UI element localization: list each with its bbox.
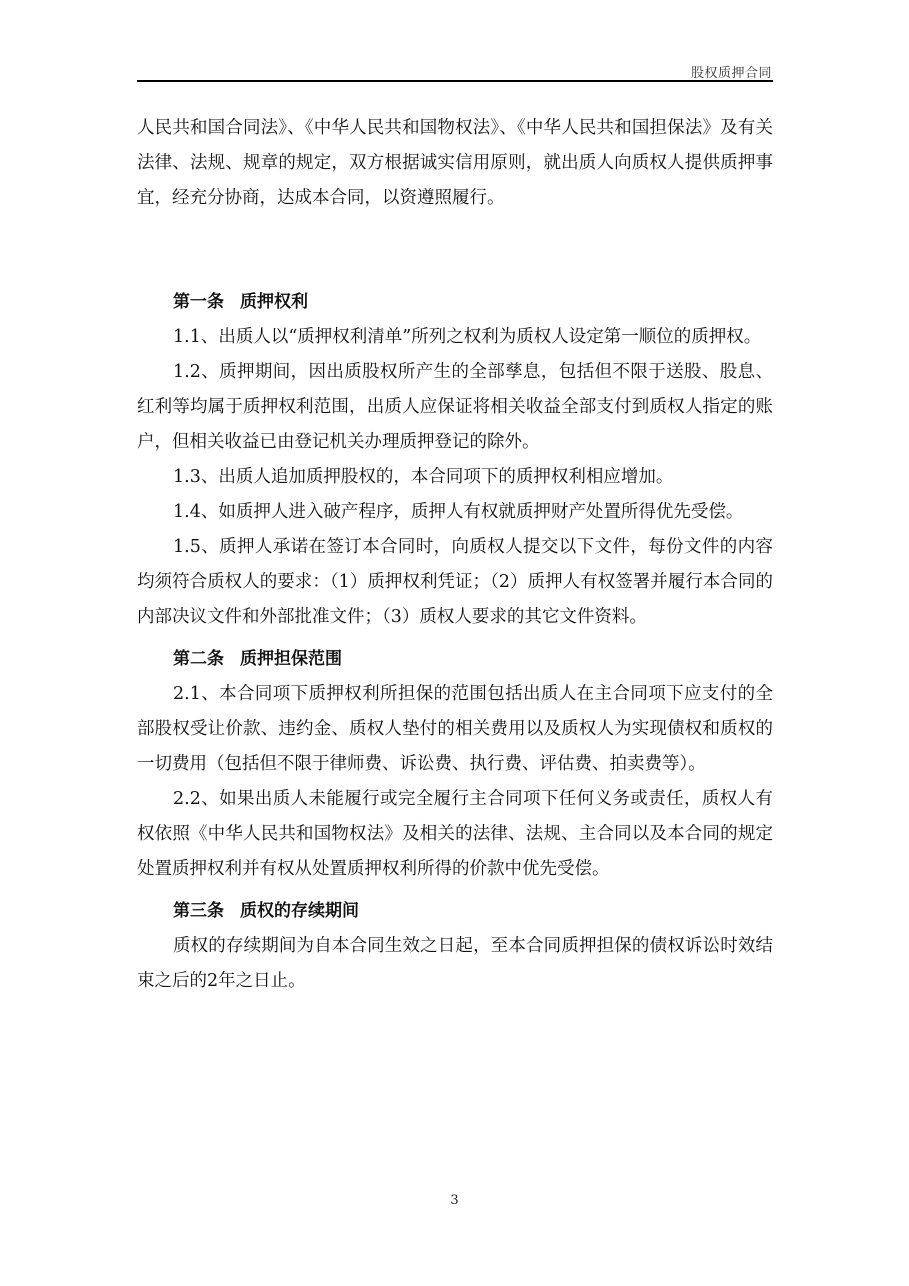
clause-1-1: 1.1、出质人以“质押权利清单”所列之权利为质权人设定第一顺位的质押权。 [173,327,762,347]
header-divider [137,80,773,82]
article-1-title: 质押权利 [240,292,308,312]
page-number: 3 [450,1193,459,1208]
clause-2-1: 2.1、本合同项下质押权利所担保的范围包括出质人在主合同项下应支付的全部股权受让价款、违约金、质权人垫付的相关费用以及质权人为实现债权和质权的一切费用（包括但不限于律师费、诉讼费、执行费、评估费、拍卖费等）。 [137,684,773,774]
clause-1-2: 1.2、质押期间，因出质股权所产生的全部孳息，包括但不限于送股、股息、红利等均属于质押权利范围，出质人应保证将相关收益全部支付到质权人指定的账户，但相关收益已由登记机关办理质押登记的除外。 [137,362,773,452]
article-2-number: 第二条 [173,649,224,669]
clause-1-3: 1.3、出质人追加质押股权的，本合同项下的质押权利相应增加。 [173,467,674,487]
article-3-heading [137,894,773,929]
article-3-title: 质权的存续期间 [240,901,359,921]
article-2-heading [137,642,773,677]
clause-1-4: 1.4、如质押人进入破产程序，质押人有权就质押财产处置所得优先受偿。 [173,502,744,522]
article-2-title: 质押担保范围 [240,649,342,669]
clause-2-2: 2.2、如果出质人未能履行或完全履行主合同项下任何义务或责任，质权人有权依照《中华人民共和国物权法》及相关的法律、法规、主合同以及本合同的规定处置质押权利并有权从处置质押权利所得的价款中优先受偿。 [137,789,773,879]
clause-3-1: 质权的存续期间为自本合同生效之日起，至本合同质押担保的债权诉讼时效结束之后的2年之日止。 [137,936,773,991]
document-body [137,111,773,999]
article-3-number: 第三条 [173,901,224,921]
clause-1-5: 1.5、质押人承诺在签订本合同时，向质权人提交以下文件，每份文件的内容均须符合质权人的要求：（1）质押权利凭证；（2）质押人有权签署并履行本合同的内部决议文件和外部批准文件；（3）质权人要求的其它文件资料。 [137,537,773,627]
article-1-number: 第一条 [173,292,224,312]
header-document-title: 股权质押合同 [690,66,772,81]
intro-paragraph: 人民共和国合同法》、《中华人民共和国物权法》、《中华人民共和国担保法》及有关法律、法规、规章的规定，双方根据诚实信用原则，就出质人向质权人提供质押事宜，经充分协商，达成本合同，以资遵照履行。 [137,118,773,208]
article-1-heading [137,285,773,320]
